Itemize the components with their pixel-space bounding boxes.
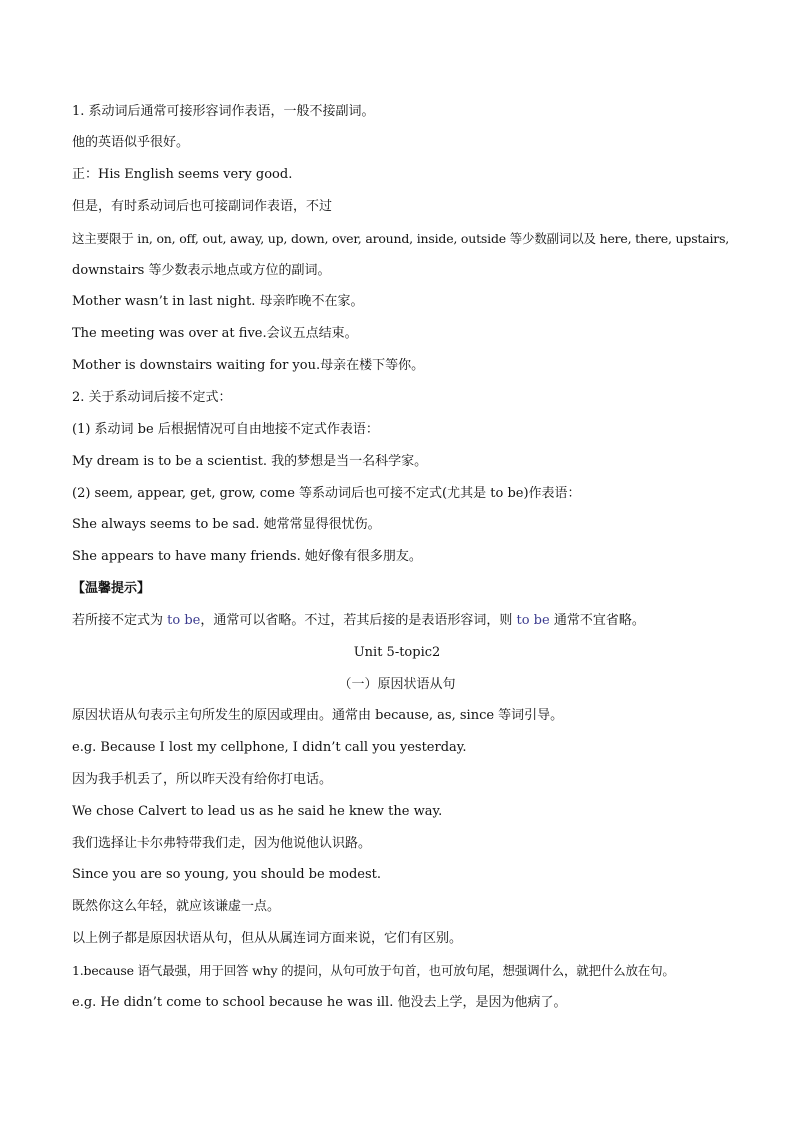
tip-text-part: ，通常可以省略。不过，若其后接的是表语形容词，则: [200, 613, 517, 628]
example-sentence: My dream is to be a scientist. 我的梦想是当一名科学家。: [72, 454, 428, 469]
example-sentence: We chose Calvert to lead us as he said he knew the way.: [72, 804, 443, 819]
point-2-heading: 2. 关于系动词后接不定式：: [72, 390, 232, 405]
tip-text-part: 通常不宜省略。: [549, 613, 645, 628]
example-sentence: Mother is downstairs waiting for you.母亲在楼下等你。: [72, 358, 425, 373]
summary-text: 以上例子都是原因状语从句，但从从属连词方面来说，它们有区别。: [72, 931, 463, 946]
section-subtitle: （一）原因状语从句: [338, 677, 456, 692]
example-sentence: She appears to have many friends. 她好像有很多朋友。: [72, 549, 422, 564]
sub-point-1: (1) 系动词 be 后根据情况可自由地接不定式作表语：: [72, 422, 379, 437]
sub-point-2: (2) seem, appear, get, grow, come 等系动词后也可接不定式(尤其是 to be)作表语：: [72, 486, 581, 501]
adverb-list-text: 这主要限于 in, on, off, out, away, up, down, over, around, inside, outside 等少数副词以及 here, there, upstairs,: [72, 231, 730, 246]
because-rule: 1.because 语气最强，用于回答 why 的提问，从句可放于句首，也可放句尾，想强调什么，就把什么放在句。: [72, 963, 675, 978]
example-sentence: Mother wasn’t in last night. 母亲昨晚不在家。: [72, 294, 364, 309]
clause-definition: 原因状语从句表示主句所发生的原因或理由。通常由 because, as, since 等词引导。: [72, 708, 564, 723]
example-sentence: Since you are so young, you should be modest.: [72, 867, 382, 882]
example-chinese: 他的英语似乎很好。: [72, 135, 190, 150]
tip-keyword: to be: [516, 613, 550, 628]
example-translation: 我们选择让卡尔弗特带我们走，因为他说他认识路。: [72, 836, 372, 851]
tip-text: [72, 612, 772, 630]
example-correct: 正：His English seems very good.: [72, 167, 293, 182]
example-sentence: The meeting was over at five.会议五点结束。: [72, 326, 358, 341]
tip-keyword: to be: [167, 613, 201, 628]
point-1-heading: 1. 系动词后通常可接形容词作表语，一般不接副词。: [72, 104, 375, 119]
example-translation: 既然你这么年轻，就应该谦虚一点。: [72, 899, 281, 914]
example-translation: 因为我手机丢了，所以昨天没有给你打电话。: [72, 772, 333, 787]
adverb-list-text-continued: downstairs 等少数表示地点或方位的副词。: [72, 263, 331, 278]
tip-heading: 【温馨提示】: [72, 581, 151, 596]
unit-title: Unit 5-topic2: [353, 645, 441, 660]
note-text: 但是，有时系动词后也可接副词作表语，不过: [72, 199, 333, 214]
example-sentence: e.g. Because I lost my cellphone, I didn’t call you yesterday.: [72, 740, 467, 755]
tip-text-part: 若所接不定式为: [72, 613, 168, 628]
example-sentence: e.g. He didn’t come to school because he was ill. 他没去上学，是因为他病了。: [72, 995, 567, 1010]
example-sentence: She always seems to be sad. 她常常显得很忧伤。: [72, 517, 381, 532]
